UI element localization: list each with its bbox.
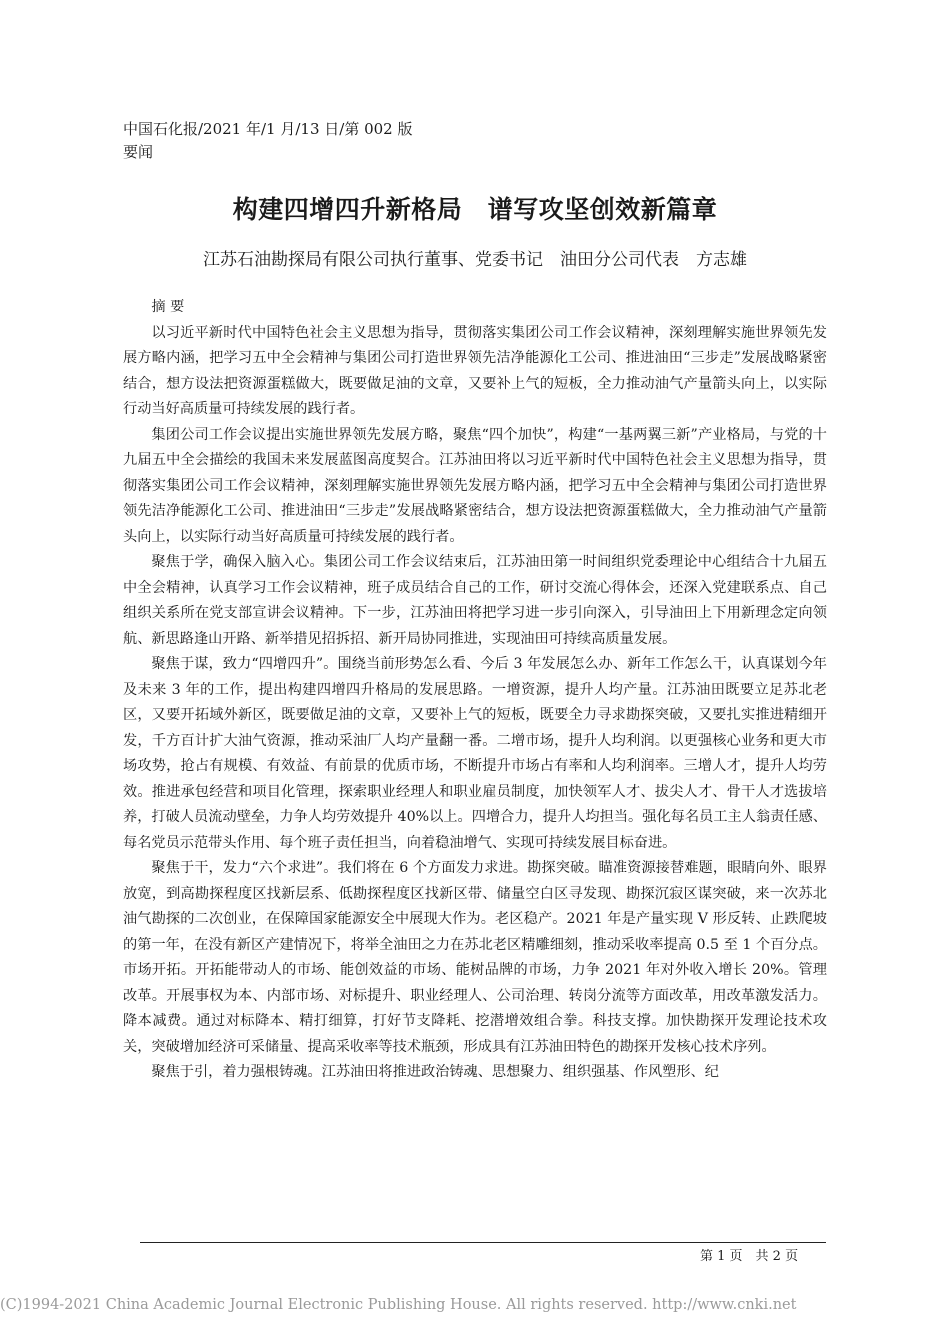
article-body [123,295,827,1086]
page-number: 第 1 页 共 2 页 [700,1249,799,1264]
author-byline: 江苏石油勘探局有限公司执行董事、党委书记 油田分公司代表 方志雄 [203,250,747,270]
paragraph: 以习近平新时代中国特色社会主义思想为指导，贯彻落实集团公司工作会议精神，深刻理解实施世界领先发展方略内涵，把学习五中全会精神与集团公司打造世界领先洁净能源化工公司、推进油田“三步走”发展战略紧密结合，想方设法把资源蛋糕做大，既要做足油的文章，又要补上气的短板，全力推动油气产量箭头向上，以实际行动当好高质量可持续发展的践行者。 [123,324,827,417]
paragraph: 聚焦于引，着力强根铸魂。江苏油田将推进政治铸魂、思想聚力、组织强基、作风塑形、纪 [151,1064,719,1080]
footer-divider [140,1242,826,1243]
source-line: 中国石化报/2021 年/1 月/13 日/第 002 版 [123,120,413,138]
article-meta [123,118,413,164]
copyright-notice: (C)1994-2021 China Academic Journal Electronic Publishing House. All rights reserved. http://www.cnki.net [0,1297,797,1313]
section-label: 要闻 [123,143,154,161]
article-title: 构建四增四升新格局 谱写攻坚创效新篇章 [232,195,718,224]
abstract-label: 摘 要 [151,299,185,315]
paragraph: 聚焦于谋，致力“四增四升”。围绕当前形势怎么看、今后 3 年发展怎么办、新年工作怎么干，认真谋划今年及未来 3 年的工作，提出构建四增四升格局的发展思路。一增资源，提升人均产量。江苏油田既要立足苏北老区，又要开拓域外新区，既要做足油的文章，又要补上气的短板，既要全力寻求勘探突破，又要扎实推进精细开发，千方百计扩大油气资源，推动采油厂人均产量翻一番。二增市场，提升人均利润。以更强核心业务和更大市场攻势，抢占有规模、有效益、有前景的优质市场，不断提升市场占有率和人均利润率。三增人才，提升人均劳效。推进承包经营和项目化管理，探索职业经理人和职业雇员制度，加快领军人才、拔尖人才、骨干人才选拔培养，打破人员流动壁垒，力争人均劳效提升 40%以上。四增合力，提升人均担当。强化每名员工主人翁责任感、每名党员示范带头作用、每个班子责任担当，向着稳油增气、实现可持续发展目标奋进。 [123,656,827,851]
paragraph: 集团公司工作会议提出实施世界领先发展方略，聚焦“四个加快”，构建“一基两翼三新”产业格局，与党的十九届五中全会描绘的我国未来发展蓝图高度契合。江苏油田将以习近平新时代中国特色社会主义思想为指导，贯彻落实集团公司工作会议精神，深刻理解实施世界领先发展方略内涵，把学习五中全会精神与集团公司打造世界领先洁净能源化工公司、推进油田“三步走”发展战略紧密结合，想方设法把资源蛋糕做大，全力推动油气产量箭头向上，以实际行动当好高质量可持续发展的践行者。 [123,426,827,545]
paragraph: 聚焦于学，确保入脑入心。集团公司工作会议结束后，江苏油田第一时间组织党委理论中心组结合十九届五中全会精神，认真学习工作会议精神，班子成员结合自己的工作，研讨交流心得体会，还深入党建联系点、自己组织关系所在党支部宣讲会议精神。下一步，江苏油田将把学习进一步引向深入，引导油田上下用新理念定向领航、新思路逢山开路、新举措见招拆招、新开局协同推进，实现油田可持续高质量发展。 [123,554,827,647]
paragraph: 聚焦于干，发力“六个求进”。我们将在 6 个方面发力求进。勘探突破。瞄准资源接替难题，眼睛向外、眼界放宽，到高勘探程度区找新层系、低勘探程度区找新区带、储量空白区寻发现、勘探沉寂区谋突破，来一次苏北油气勘探的二次创业，在保障国家能源安全中展现大作为。老区稳产。2021 年是产量实现 V 形反转、止跌爬坡的第一年，在没有新区产建情况下，将举全油田之力在苏北老区精雕细刻，推动采收率提高 0.5 至 1 个百分点。市场开拓。开拓能带动人的市场、能创效益的市场、能树品牌的市场，力争 2021 年对外收入增长 20%。管理改革。开展事权为本、内部市场、对标提升、职业经理人、公司治理、转岗分流等方面改革，用改革激发活力。降本减费。通过对标降本、精打细算，打好节支降耗、挖潜增效组合拳。科技支撑。加快勘探开发理论技术攻关，突破增加经济可采储量、提高采收率等技术瓶颈，形成具有江苏油田特色的勘探开发核心技术序列。 [123,860,827,1055]
